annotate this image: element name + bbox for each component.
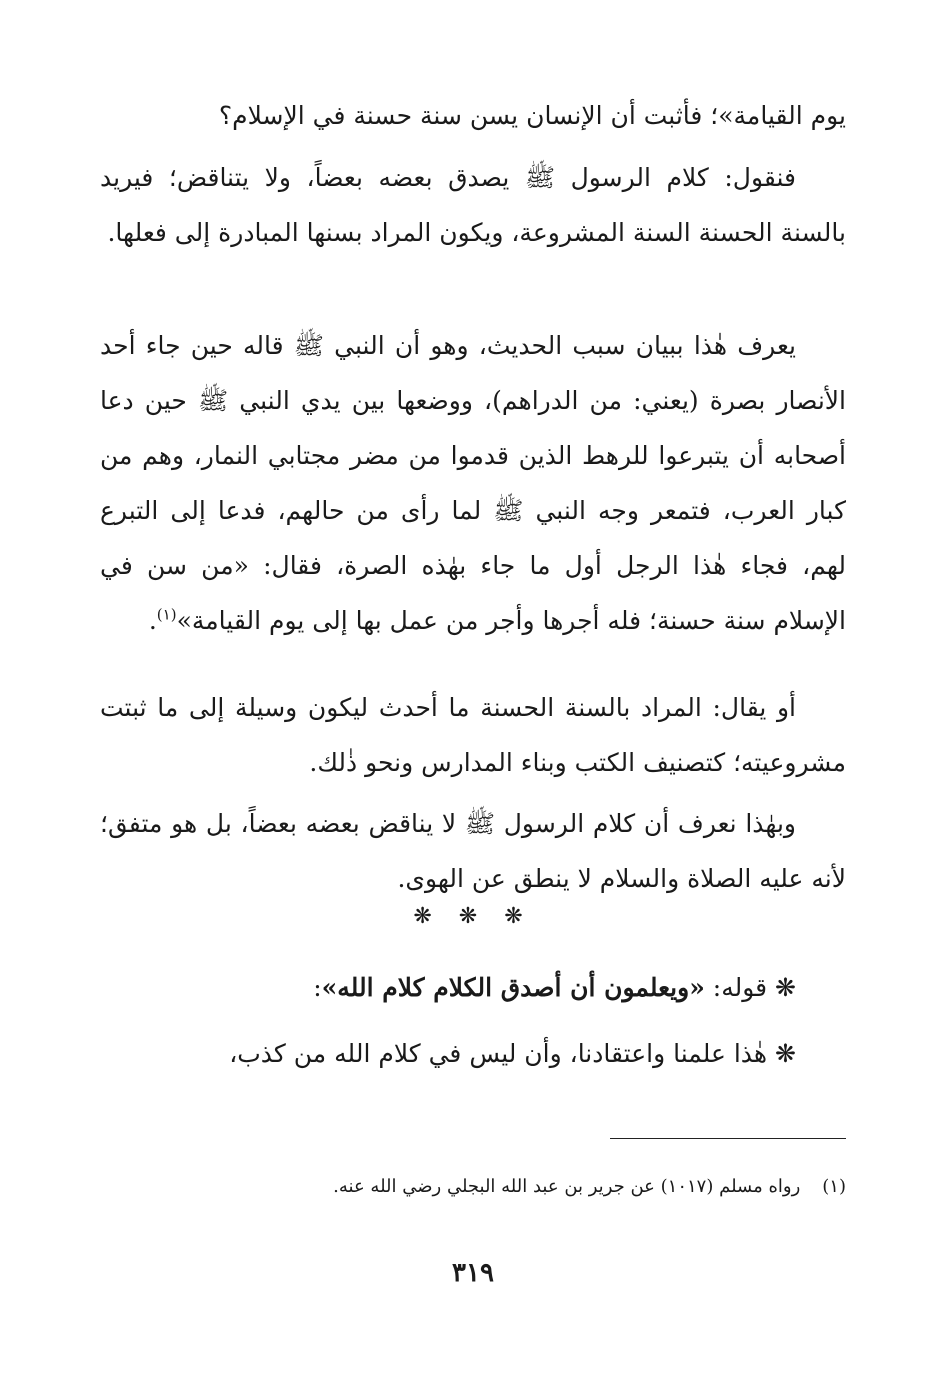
paragraph-4-text: وبهٰذا نعرف أن كلام الرسول ﷺ لا يناقض بعضه بعضاً، بل هو متفق؛ لأنه عليه الصلاة والسلام لا ينطق عن الهوى. (100, 809, 846, 893)
bullet-1 (100, 960, 846, 1015)
paragraph-1 (100, 150, 846, 260)
paragraph-3 (100, 680, 846, 790)
page-number: ٣١٩ (452, 1258, 494, 1288)
opening-line-text: يوم القيامة»؛ فأثبت أن الإنسان يسن سنة حسنة في الإسلام؟ (218, 101, 846, 130)
paragraph-4 (100, 796, 846, 906)
bullet-2 (100, 1026, 846, 1081)
footnote-divider (610, 1138, 846, 1139)
bullet-2-text: ❋ هٰذا علمنا واعتقادنا، وأن ليس في كلام الله من كذب، (229, 1039, 796, 1068)
paragraph-2 (100, 318, 846, 648)
footnote-text: رواه مسلم (١٠١٧) عن جرير بن عبد الله البجلي رضي الله عنه. (333, 1176, 801, 1197)
paragraph-3-text: أو يقال: المراد بالسنة الحسنة ما أحدث ليكون وسيلة إلى ما ثبتت مشروعيته؛ كتصنيف الكتب وبناء المدارس ونحو ذٰلك. (100, 693, 846, 777)
footnote (100, 1172, 846, 1202)
footnote-number: (١) (822, 1176, 846, 1197)
bullet-1-suffix: : (313, 973, 322, 1002)
section-separator: ❋ ❋ ❋ (413, 904, 533, 929)
paragraph-2-end: . (148, 606, 157, 635)
opening-line (100, 88, 846, 143)
paragraph-1-text: فنقول: كلام الرسول ﷺ يصدق بعضه بعضاً، ولا يتناقض؛ فيريد بالسنة الحسنة السنة المشروعة، ويكون المراد بسنها المبادرة إلى فعلها. (100, 163, 846, 247)
bullet-1-prefix: ❋ قوله: (704, 973, 796, 1002)
footnote-reference[interactable]: (١) (156, 605, 177, 624)
paragraph-2-text: يعرف هٰذا ببيان سبب الحديث، وهو أن النبي ﷺ قاله حين جاء أحد الأنصار بصرة (يعني: من الدراهم)، ووضعها بين يدي النبي ﷺ حين دعا أصحابه أن يتبرعوا للرهط الذين قدموا من مضر مجتابي النمار، وهم من كبار العرب، فتمعر وجه النبي ﷺ لما رأى من حالهم، فدعا إلى التبرع لهم، فجاء هٰذا الرجل أول ما جاء بهٰذه الصرة، فقال: «من سن في الإسلام سنة حسنة؛ فله أجرها وأجر من عمل بها إلى يوم القيامة» (100, 331, 846, 635)
bullet-1-quote: «ويعلمون أن أصدق الكلام كلام الله» (321, 973, 705, 1002)
